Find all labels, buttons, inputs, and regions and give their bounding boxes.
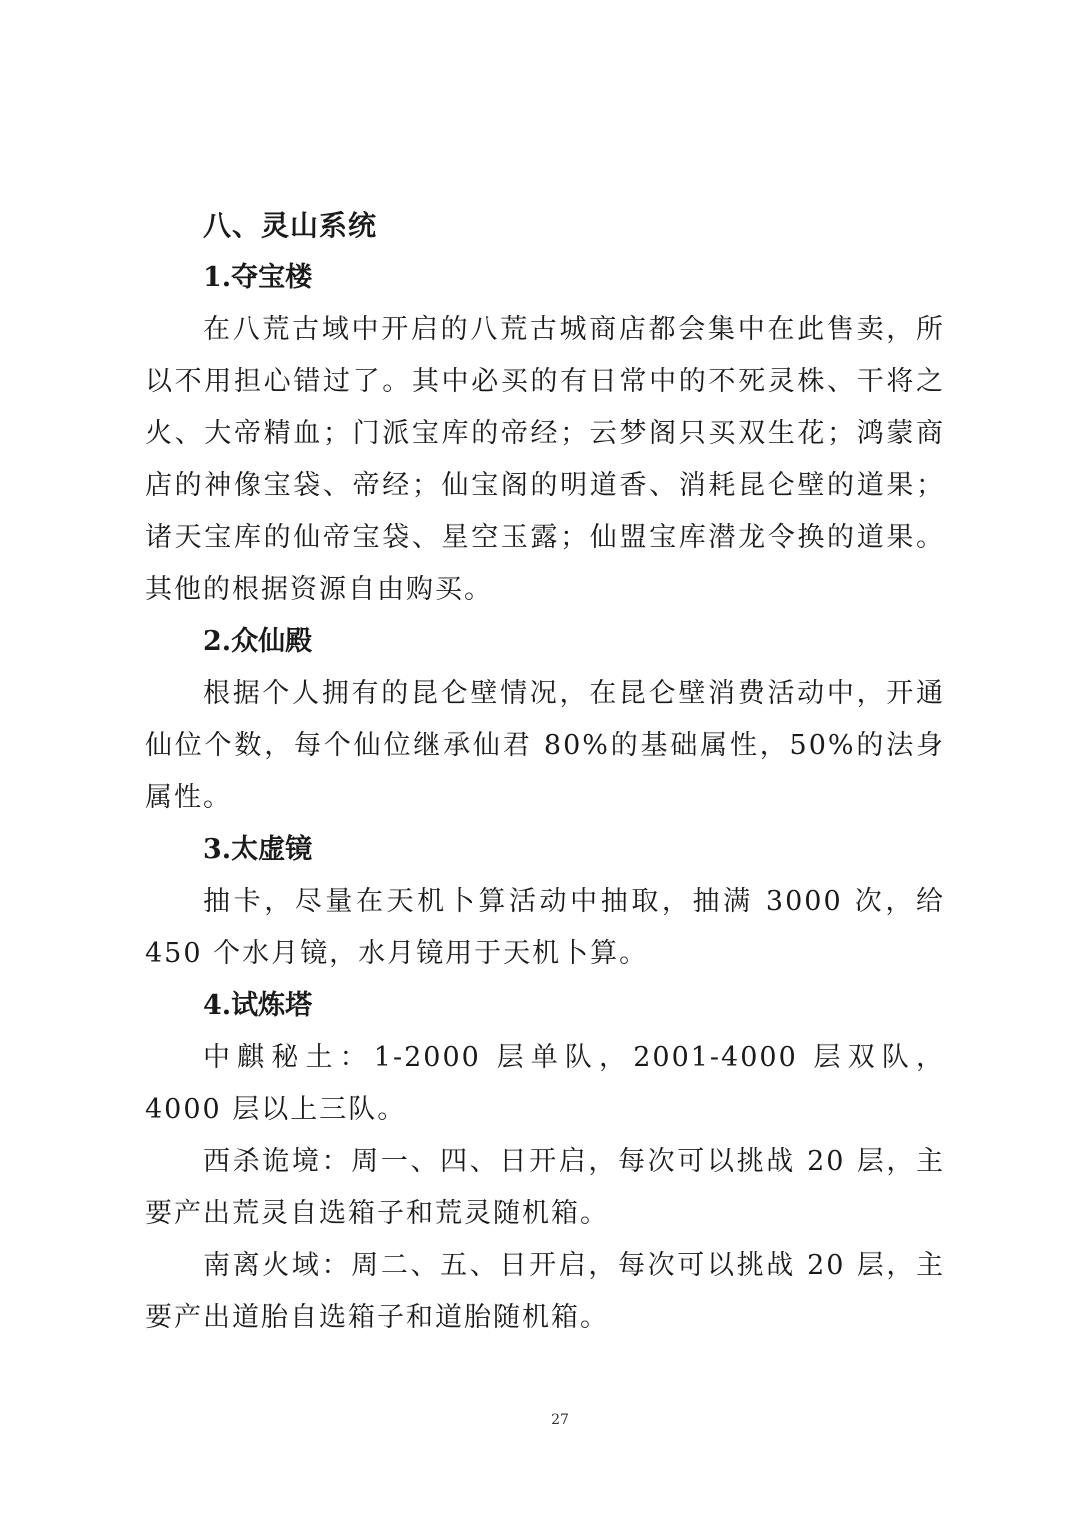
paragraph-zhongqi-mitu: 中麒秘土：1-2000 层单队，2001-4000 层双队，4000 层以上三队。 [145, 1042, 945, 1125]
paragraph-xisha-guijing: 西杀诡境：周一、四、日开启，每次可以挑战 20 层，主要产出荒灵自选箱子和荒灵随机箱。 [145, 1146, 945, 1229]
subsection-title-zhongxiandian: 2.众仙殿 [203, 626, 313, 657]
subsection-title-shiliánta: 4.试炼塔 [203, 990, 313, 1021]
paragraph-nanli-huoyu: 南离火域：周二、五、日开启，每次可以挑战 20 层，主要产出道胎自选箱子和道胎随机箱。 [145, 1250, 945, 1333]
subsection-title-duobaolou: 1.夺宝楼 [203, 262, 313, 293]
paragraph-zhongxiandian: 根据个人拥有的昆仑壁情况，在昆仑壁消费活动中，开通仙位个数，每个仙位继承仙君 80%的基础属性，50%的法身属性。 [145, 678, 945, 813]
paragraph-taixujing: 抽卡，尽量在天机卜算活动中抽取，抽满 3000 次，给 450 个水月镜，水月镜用于天机卜算。 [145, 886, 945, 969]
subsection-title-taixujing: 3.太虚镜 [203, 834, 313, 865]
paragraph-duobaolou: 在八荒古域中开启的八荒古城商店都会集中在此售卖，所以不用担心错过了。其中必买的有日常中的不死灵株、干将之火、大帝精血；门派宝库的帝经；云梦阁只买双生花；鸿蒙商店的神像宝袋、帝经；仙宝阁的明道香、消耗昆仑壁的道果；诸天宝库的仙帝宝袋、星空玉露；仙盟宝库潜龙令换的道果。其他的根据资源自由购买。 [145, 314, 945, 605]
page-number: 27 [551, 1412, 569, 1428]
section-title: 八、灵山系统 [203, 209, 378, 242]
page-content [145, 200, 945, 1344]
